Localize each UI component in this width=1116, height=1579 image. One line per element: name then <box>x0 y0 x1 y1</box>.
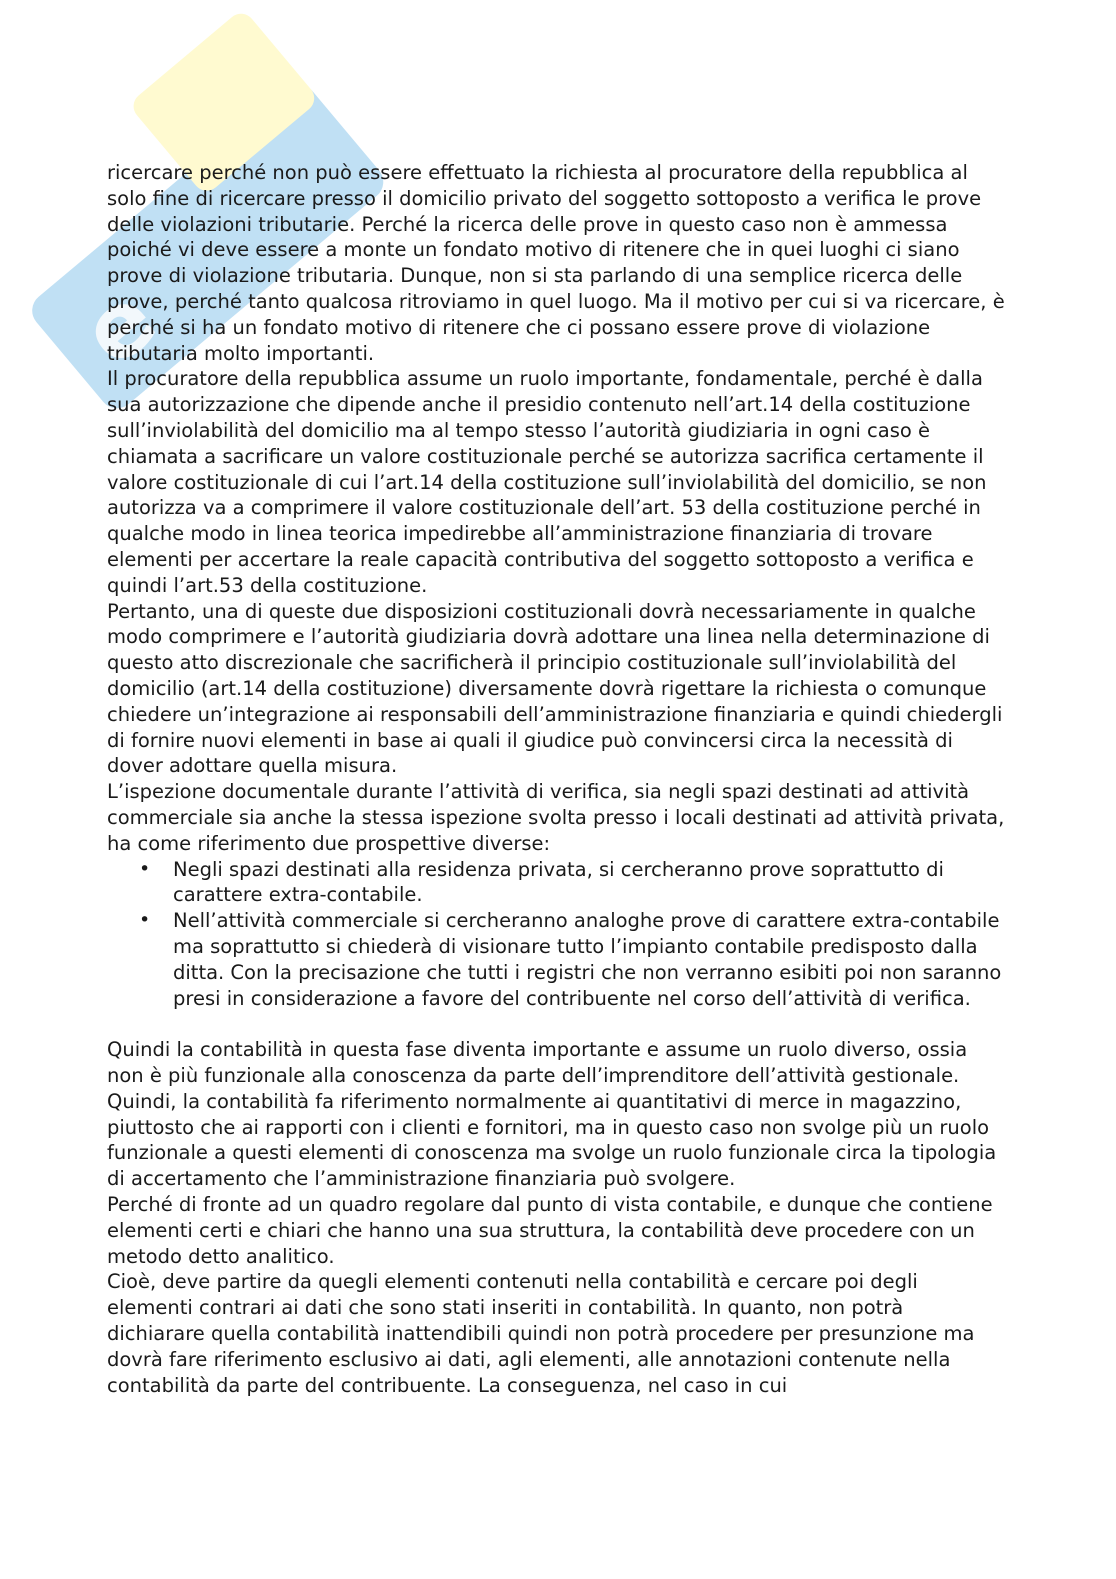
document-page <box>107 160 1007 1398</box>
paragraph-6: Perché di fronte ad un quadro regolare dal punto di vista contabile, e dunque che contiene elementi certi e chiari che hanno una sua struttura, la contabilità deve procedere con un metodo detto analitico. <box>107 1193 993 1268</box>
paragraph-2: Il procuratore della repubblica assume un ruolo importante, fondamentale, perché è dalla sua autorizzazione che dipende anche il presidio contenuto nell’art.14 della costituzione sull’inviolabilità del domicilio ma al tempo stesso l’autorità giudiziaria in ogni caso è chiamata a sacrificare un valore costituzionale perché se autorizza sacrifica certamente il valore costituzionale di cui l’art.14 della costituzione sull’inviolabilità del domicilio, se non autorizza va a comprimere il valore costituzionale dell’art. 53 della costituzione perché in qualche modo in linea teorica impedirebbe all’amministrazione finanziaria di trovare elementi per accertare la reale capacità contributiva del soggetto sottoposto a verifica e quindi l’art.53 della costituzione. <box>107 367 987 597</box>
list-item-text: Nell’attività commerciale si cercheranno analoghe prove di carattere extra-contabile ma soprattutto si chiederà di visionare tutto l’impianto contabile predisposto dalla ditta. Con la precisazione che tutti i registri che non verranno esibiti poi non saranno presi in considerazione a favore del contribuente nel corso dell’attività di verifica. <box>173 909 1002 1010</box>
paragraph-7: Cioè, deve partire da quegli elementi contenuti nella contabilità e cercare poi degli elementi contrari ai dati che sono stati inseriti in contabilità. In quanto, non potrà dichiarare quella contabilità inattendibili quindi non potrà procedere per presunzione ma dovrà fare riferimento esclusivo ai dati, agli elementi, alle annotazioni contenute nella contabilità da parte del contribuente. La conseguenza, nel caso in cui <box>107 1270 975 1397</box>
paragraph-3: Pertanto, una di queste due disposizioni costituzionali dovrà necessariamente in qualche modo comprimere e l’autorità giudiziaria dovrà adottare una linea nella determinazione di questo atto discrezionale che sacrificherà il principio costituzionale sull’inviolabilità del domicilio (art.14 della costituzione) diversamente dovrà rigettare la richiesta o comunque chiedere un’integrazione ai responsabili dell’amministrazione finanziaria e quindi chiedergli di fornire nuovi elementi in base ai quali il giudice può convincersi circa la necessità di dover adottare quella misura. <box>107 599 1003 778</box>
bullet-list <box>107 857 1007 1012</box>
list-item <box>107 857 1007 909</box>
list-item <box>107 908 1007 1011</box>
list-item-text: Negli spazi destinati alla residenza privata, si cercheranno prove soprattutto di carattere extra-contabile. <box>173 857 944 907</box>
paragraph-4: L’ispezione documentale durante l’attività di verifica, sia negli spazi destinati ad attività commerciale sia anche la stessa ispezione svolta presso i locali destinati ad attività privata, ha come riferimento due prospettive diverse: <box>107 780 1005 855</box>
paragraph-5: Quindi la contabilità in questa fase diventa importante e assume un ruolo diverso, ossia non è più funzionale alla conoscenza da parte dell’imprenditore dell’attività gestionale. Quindi, la contabilità fa riferimento normalmente ai quantitativi di merce in magazzino, piuttosto che ai rapporti con i clienti e fornitori, ma in questo caso non svolge più un ruolo funzionale a questi elementi di conoscenza ma svolge un ruolo funzionale circa la tipologia di accertamento che l’amministrazione finanziaria può svolgere. <box>107 1038 997 1191</box>
paragraph-1: ricercare perché non può essere effettuato la richiesta al procuratore della repubblica al solo fine di ricercare presso il domicilio privato del soggetto sottoposto a verifica le prove delle violazioni tributarie. Perché la ricerca delle prove in questo caso non è ammessa poiché vi deve essere a monte un fondato motivo di ritenere che in quei luoghi ci siano prove di violazione tributaria. Dunque, non si sta parlando di una semplice ricerca delle prove, perché tanto qualcosa ritroviamo in quel luogo. Ma il motivo per cui si va ricercare, è perché si ha un fondato motivo di ritenere che ci possano essere prove di violazione tributaria molto importanti. <box>107 161 1005 365</box>
bullet-icon: • <box>139 857 151 880</box>
bullet-icon: • <box>139 909 151 932</box>
paragraph-spacer <box>107 1011 1007 1037</box>
watermark-text: e <box>61 266 177 387</box>
